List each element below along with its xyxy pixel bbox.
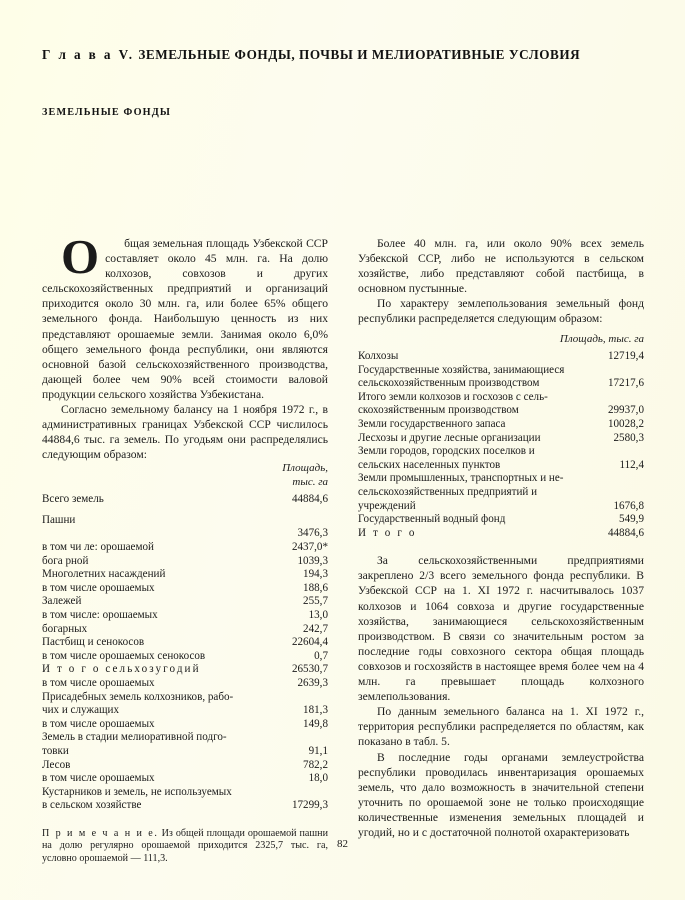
land-use-table xyxy=(42,493,328,813)
table-row-value: 0,7 xyxy=(314,649,328,662)
footnote-lead: П р и м е ч а н и е. xyxy=(42,827,159,839)
left-table-header xyxy=(42,462,328,489)
table-row-value xyxy=(266,691,328,705)
table-row-label: Залежей xyxy=(42,595,82,608)
table-row-value: 549,9 xyxy=(619,513,644,526)
table-row xyxy=(42,568,328,582)
table-row xyxy=(42,514,328,528)
table-row xyxy=(358,404,644,418)
table-row-label: И т о г о xyxy=(358,526,417,539)
table-row-value: 26530,7 xyxy=(291,663,328,676)
table-row-label: Колхозы xyxy=(358,349,399,362)
table-row-value: 91,1 xyxy=(308,744,328,757)
table-row-value xyxy=(582,472,644,486)
land-ownership-table-body xyxy=(358,350,644,540)
table-spacer-row xyxy=(42,507,328,514)
table-row-label: в том числе орошаемых xyxy=(42,717,155,730)
table-row-value xyxy=(582,486,644,500)
table-row-label: Лесхозы и другие лесные организации xyxy=(358,431,541,444)
table-row-value: 1039,3 xyxy=(297,554,328,567)
section-heading: ЗЕМЕЛЬНЫЕ ФОНДЫ xyxy=(42,107,172,118)
table-row-value xyxy=(266,514,328,528)
table-row xyxy=(42,609,328,623)
table-row-value: 1676,8 xyxy=(613,499,644,512)
table-row-value: 29937,0 xyxy=(607,404,644,417)
table-row-label: в сельском хозяйстве xyxy=(42,799,142,812)
table-row-label: богарных xyxy=(42,622,88,635)
table-row xyxy=(42,718,328,732)
table-row-label: Земли промышленных, транспортных и не- xyxy=(358,472,564,485)
table-row xyxy=(42,595,328,609)
table-row-label: Земли государственного запаса xyxy=(358,417,506,430)
table-row-value: 181,3 xyxy=(303,704,328,717)
table-row-value: 12719,4 xyxy=(607,349,644,362)
table-row xyxy=(42,745,328,759)
table-row-value: 242,7 xyxy=(303,622,328,635)
drop-cap: О xyxy=(61,229,100,284)
table-row-value xyxy=(266,731,328,745)
left-table-header-line-2: тыс. га xyxy=(292,475,328,488)
table-row-label: учреждений xyxy=(358,499,416,512)
table-row-value: 17299,3 xyxy=(291,799,328,812)
table-row xyxy=(358,527,644,541)
table-row xyxy=(358,486,644,500)
table-row-label: Земель в стадии мелиоративной подго- xyxy=(42,731,227,744)
table-row xyxy=(42,786,328,800)
table-row-label: сельских населенных пунктов xyxy=(358,458,501,471)
table-row xyxy=(358,459,644,473)
table-row-label: Пастбищ и сенокосов xyxy=(42,636,145,649)
table-row xyxy=(42,582,328,596)
table-row-label: в том числе орошаемых сенокосов xyxy=(42,649,206,662)
table-row-label: в том числе орошаемых xyxy=(42,676,155,689)
table-row-value: 255,7 xyxy=(303,595,328,608)
table-row xyxy=(358,432,644,446)
chapter-prefix: Г л а в а V. xyxy=(42,47,135,62)
table-row-label: сельскохозяйственным производством xyxy=(358,377,540,390)
left-column xyxy=(42,229,328,866)
table-row-value xyxy=(582,445,644,459)
table-row xyxy=(42,663,328,677)
right-paragraph-4: По данным земельного баланса на 1. XI 1972 г., территория республики распределяется по областям, как показано в табл. 5. xyxy=(358,705,644,749)
table-row xyxy=(42,623,328,637)
table-row-value: 2639,3 xyxy=(297,676,328,689)
table-row xyxy=(358,391,644,405)
table-row-label: в том числе орошаемых xyxy=(42,581,155,594)
right-paragraph-5: В последние годы органами землеустройства республики проводилась инвентаризация орошаемых земель, что дало возможность в значительной степени уточнить по орошаемой зоне не только происходящие количественные изменения земельных площадей и угодий, но и с достаточной полнотой охарактеризовать xyxy=(358,750,644,839)
table-row-label: Кустарников и земель, не используемых xyxy=(42,785,232,798)
table-row-value: 2580,3 xyxy=(613,431,644,444)
table-row-label: Земли городов, городских поселков и xyxy=(358,445,535,458)
right-paragraph-2: По характеру землепользования земельный фонд республики распределяется следующим образом: xyxy=(358,297,644,326)
table-row-value: 188,6 xyxy=(303,581,328,594)
table-row-label: Лесов xyxy=(42,758,71,771)
table-row xyxy=(42,636,328,650)
table-row-value: 3476,3 xyxy=(297,527,328,540)
table-row-label xyxy=(42,527,266,541)
table-row-value xyxy=(582,364,644,378)
table-row xyxy=(358,500,644,514)
table-row-value: 44884,6 xyxy=(607,526,644,539)
table-row-label: И т о г о сельхозугодий xyxy=(42,663,201,676)
table-row xyxy=(358,350,644,364)
table-row xyxy=(42,704,328,718)
table-row xyxy=(42,731,328,745)
table-row xyxy=(358,364,644,378)
table-row xyxy=(42,541,328,555)
table-row-label: Итого земли колхозов и госхозов с сель- xyxy=(358,390,548,403)
table-row-value: 13,0 xyxy=(308,608,328,621)
table-row xyxy=(358,445,644,459)
table-row-label: товки xyxy=(42,744,69,757)
chapter-title-text: ЗЕМЕЛЬНЫЕ ФОНДЫ, ПОЧВЫ И МЕЛИОРАТИВНЫЕ УСЛОВИЯ xyxy=(138,47,581,62)
right-column xyxy=(358,236,644,840)
table-row xyxy=(42,799,328,813)
table-row-label: сельскохозяйственных предприятий и xyxy=(358,485,538,498)
table-row-value: 17217,6 xyxy=(607,377,644,390)
table-row-value xyxy=(266,786,328,800)
table-row-label: Государственный водный фонд xyxy=(358,513,506,526)
footnote-text: Из общей площади орошаемой пашни на долю регулярно орошаемой приходится 2325,7 тыс. га, условно орошаемой — 111,3. xyxy=(42,827,328,865)
table-row-label: скохозяйственным производством xyxy=(358,404,519,417)
table-row xyxy=(42,527,328,541)
chapter-heading xyxy=(42,47,642,63)
land-use-table-body xyxy=(42,493,328,813)
table-row xyxy=(358,472,644,486)
table-row xyxy=(42,493,328,507)
table-row xyxy=(42,650,328,664)
land-ownership-table xyxy=(358,350,644,540)
table-row-value: 782,2 xyxy=(303,758,328,771)
table-row-value: 112,4 xyxy=(619,458,644,471)
table-row-label: Всего земель xyxy=(42,493,104,506)
table-row-value: 10028,2 xyxy=(607,417,644,430)
table-row xyxy=(358,418,644,432)
table-row-value: 44884,6 xyxy=(291,493,328,506)
table-row-label: бога рной xyxy=(42,554,89,567)
right-paragraph-1: Более 40 млн. га, или около 90% всех земель Узбекской ССР, либо не используются в сельском хозяйстве, либо представляют собой пастбища, в основном пустынные. xyxy=(358,237,644,296)
left-paragraph-1-text: бщая земельная площадь Узбекской ССР составляет около 45 млн. га. На долю колхозов, совхозов и других сельскохозяйственных предприятий и организаций приходится около 30 млн. га, или более 65% общего земельного фонда. Наибольшую ценность из них представляют орошаемые земли. Занимая около 6,0% общего земельного фонда республики, они являются основной базой сельскохозяйственного производства, дающей более чем 90% всей стоимости валовой продукции сельского хозяйства Узбекистана. xyxy=(42,237,328,401)
table-row-value: 149,8 xyxy=(303,717,328,730)
table-row xyxy=(42,691,328,705)
right-paragraph-3: За сельскохозяйственными предприятиями закреплено 2/3 всего земельного фонда республики. В Узбекской ССР на 1. XI 1972 г. насчитывалось 1037 колхозов и 1064 совхоза и другие государственные хозяйства, занимающиеся сельскохозяйственным производством. В связи со значительным ростом за последние годы совхозного сектора общая площадь совхозов и госхозяйств в настоящее время более чем на 4 млн. га превышает площадь колхозного землепользования. xyxy=(358,554,644,704)
left-paragraph-2: Согласно земельному балансу на 1 ноября 1972 г., в административных границах Узбекской ССР числилось 44884,6 тыс. га земель. По угодьям они распределялись следующим образом: xyxy=(42,403,328,462)
left-table-header-line-1: Площадь, xyxy=(282,462,328,475)
table-row-value: 22604,4 xyxy=(291,636,328,649)
page-number: 82 xyxy=(337,838,348,850)
table-row xyxy=(358,377,644,391)
table-row xyxy=(42,772,328,786)
table-row xyxy=(42,555,328,569)
table-row xyxy=(42,677,328,691)
table-row-label: Пашни xyxy=(42,513,76,526)
table-row-label: в том чи ле: орошаемой xyxy=(42,541,154,553)
left-paragraph-1 xyxy=(42,229,328,402)
table-row-label: в том числе орошаемых xyxy=(42,772,155,785)
table-row-label: Присадебных земель колхозников, рабо- xyxy=(42,690,234,703)
table-row-label: Многолетних насаждений xyxy=(42,568,166,581)
table-row-value: 18,0 xyxy=(308,772,328,785)
table-row-label: Государственные хозяйства, занимающиеся xyxy=(358,363,565,376)
table-row-value: 194,3 xyxy=(303,568,328,581)
table-row xyxy=(358,513,644,527)
table-row xyxy=(42,759,328,773)
table-row-label: чих и служащих xyxy=(42,704,120,717)
right-table-header: Площадь, тыс. га xyxy=(559,332,644,345)
table-row-value: 2437,0* xyxy=(291,541,328,553)
table-row-label: в том числе: орошаемых xyxy=(42,608,158,621)
table-row-value xyxy=(582,391,644,405)
